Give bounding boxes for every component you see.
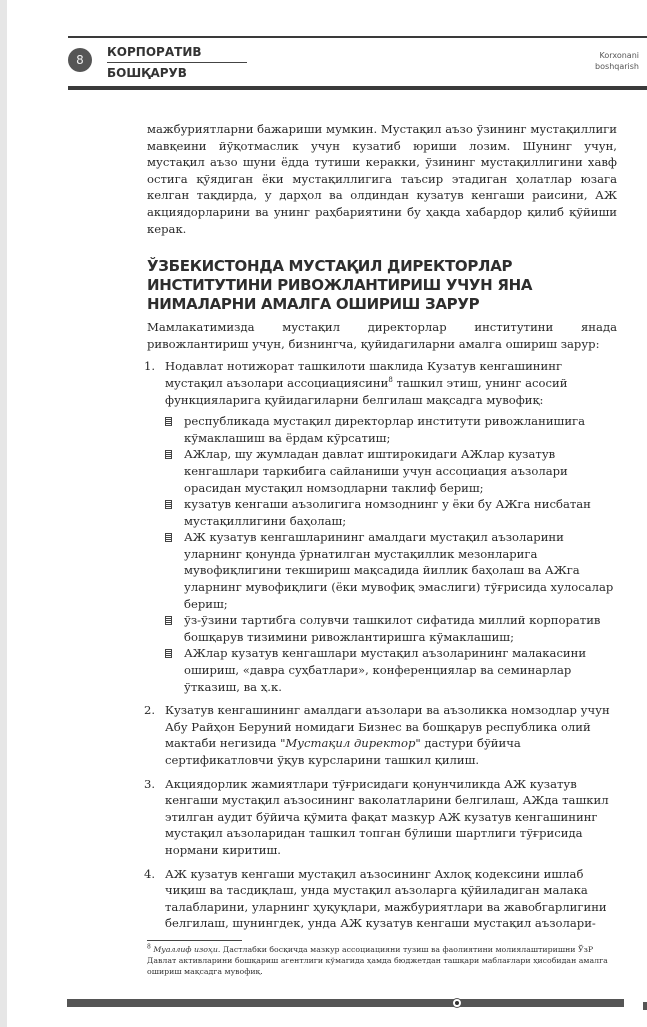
sub-list: [165, 413, 617, 695]
sub-item-text: республикада мустақил директорлар институти ривожланишига кўмаклашиш ва ёрдам кўрсатиш;: [184, 414, 586, 445]
list-number: 2.: [144, 703, 156, 718]
list-item-2: [144, 702, 617, 768]
section-heading: ЎЗБЕКИСТОНДА МУСТАҚИЛ ДИРЕКТОРЛАР ИНСТИТУТИНИ РИВОЖЛАНТИРИШ УЧУН ЯНА НИМАЛАРНИ АМАЛГА ОШИРИШ ЗАРУР: [147, 257, 533, 314]
bullet-box-icon: [165, 500, 172, 509]
bullet-box-icon: [165, 533, 172, 542]
list-item-3: [144, 776, 617, 859]
footnote-area: [147, 940, 622, 977]
bullet-box-icon: [165, 450, 172, 459]
page-body: [144, 112, 617, 932]
bullet-box-icon: [165, 616, 172, 625]
program-name: "Мустақил директор": [280, 736, 421, 751]
page-footer: [0, 987, 647, 1027]
footer-bar: [67, 999, 624, 1007]
sub-list-item: [165, 645, 617, 695]
sub-item-text: АЖлар, шу жумладан давлат иштирокидаги АЖлар кузатув кенгашлари таркибига сайланиши учун ассоциация аъзолари орасидан мустақил номзодларни таклиф бериш;: [184, 447, 568, 495]
footnote-label: Муаллиф изоҳи.: [153, 944, 221, 954]
list-item-text-cont: ташкил этиш, унинг асосий функцияларига қуйидагиларни белгилаш мақсадга мувофиқ:: [165, 375, 568, 407]
sub-item-text: АЖлар кузатув кенгашлари мустақил аъзоларининг малакасини ошириш, «давра суҳбатлари», конференциялар ва семинарлар ўтказиш, ва ҳ.к.: [184, 646, 587, 694]
list-item-4: [144, 866, 617, 932]
chapter-number-badge: 8: [68, 48, 92, 72]
bullet-box-icon: [165, 649, 172, 658]
sub-list-item: [165, 612, 617, 645]
sub-list-item: [165, 529, 617, 612]
list-item-text: Акциядорлик жамиятлари тўғрисидаги қонунчиликда АЖ кузатув кенгаши мустақил аъзосининг ваколатларини белгилаш, АЖда ташкил этилган аудит бўйича қўмита фақат мазкур АЖ кузатув кенгашининг мустақил аъзоларидан ташкил топган бўлиши шартлиги тўғрисида нормани киритиш.: [165, 776, 609, 857]
running-head: [107, 44, 247, 82]
list-item-text: Нодавлат нотижорат ташкилоти шаклида Кузатув кенгашининг мустақил аъзолари ассоциациясини: [165, 359, 563, 390]
sub-list-item: [165, 496, 617, 529]
footer-edge-tab: [643, 1002, 647, 1010]
sub-list-item: [165, 446, 617, 496]
running-head-right-line1: Korxonani: [599, 51, 639, 60]
footnote-rule: [147, 940, 242, 941]
page-edge: [0, 0, 7, 1027]
list-item-text-cont: дастури бўйича сертификатловчи ўқув курсларини ташкил қилиш.: [165, 736, 521, 767]
section-lead: Мамлакатимизда мустақил директорлар институтини янада ривожлантириш учун, бизнингча, қуйидагиларни амалга ошириш зарур:: [147, 320, 617, 351]
list-number: 4.: [144, 866, 156, 881]
sub-item-text: кузатув кенгаши аъзолигига номзоднинг у ёки бу АЖга нисбатан мустақиллигини баҳолаш;: [184, 497, 591, 528]
footnote-ref[interactable]: 8: [388, 376, 393, 385]
footnote: [147, 944, 622, 977]
sub-item-text: АЖ кузатув кенгашларининг амалдаги мустақил аъзоларини уларнинг қонунда ўрнатилган мустақиллик мезонларига мувофиқлигини текшириш мақсадида йиллик баҳолаш ва АЖга уларнинг мувофиқлиги (ёки мувофиқ эмаслиги) тўғрисида хулосалар бериш;: [184, 530, 614, 611]
running-head-line1: КОРПОРАТИВ: [107, 44, 247, 63]
list-number: 3.: [144, 776, 156, 791]
sub-item-text: ўз-ўзини тартибга солувчи ташкилот сифатида миллий корпоратив бошқарув тизимини ривожлантиришга кўмаклашиш;: [184, 613, 601, 644]
footnote-text: Дастлабки босқичда мазкур ассоциацияни тузиш ва фаолиятини молиялаштиришни ЎзР Давлат активларини бошқариш агентлиги кўмагида ҳамда бюджетдан ташқари маблағлари ҳисобидан амалга ошириш мақсадга мувофиқ.: [147, 944, 608, 976]
running-head-right-line2: boshqarish: [595, 62, 639, 71]
header-top-rule: [68, 36, 647, 38]
recommendations-list: [144, 358, 617, 932]
sub-list-item: [165, 413, 617, 446]
footer-circle-mark-icon: [452, 998, 462, 1008]
header-bottom-rule: [68, 86, 647, 90]
list-item-text: АЖ кузатув кенгаши мустақил аъзосининг Ахлоқ кодексини ишлаб чиқиш ва тасдиқлаш, унда мустақил аъзоларга қўйиладиган малака талабларини, уларнинг ҳуқуқлари, мажбуриятлари ва жавобгарлигини белгилаш, шунингдек, унда АЖ кузатув кенгаши мустақил аъзолари-: [165, 866, 607, 931]
intro-paragraph: мажбуриятларни бажариши мумкин. Мустақил аъзо ўзининг мустақиллиги мавқеини йўқотмаслик учун кузатиб юриши лозим. Шунинг учун, мустақил аъзо шуни ёдда тутиши керакки, ўзининг мустақиллигини хавф остига қўядиган ёки мустақиллигига таъсир этадиган ҳолатлар юзага келган тақдирда, у дарҳол ва олдиндан кузатув кенгаши раисини, АЖ акциядорларини ва унинг раҳбариятини бу ҳақда хабардор қилиб қўйиши керак.: [147, 122, 617, 236]
page-header: [0, 0, 647, 112]
list-item-text: Кузатув кенгашининг амалдаги аъзолари ва аъзоликка номзодлар учун Абу Райҳон Беруний номидаги Бизнес ва бошқарув республика олий мактаби негизида: [165, 703, 610, 751]
bullet-box-icon: [165, 417, 172, 426]
running-head-right: [595, 50, 639, 72]
running-head-line2: БОШҚАРУВ: [107, 66, 187, 80]
list-item-1: [144, 358, 617, 695]
list-number: 1.: [144, 359, 156, 374]
footnote-number: 8: [147, 943, 151, 951]
